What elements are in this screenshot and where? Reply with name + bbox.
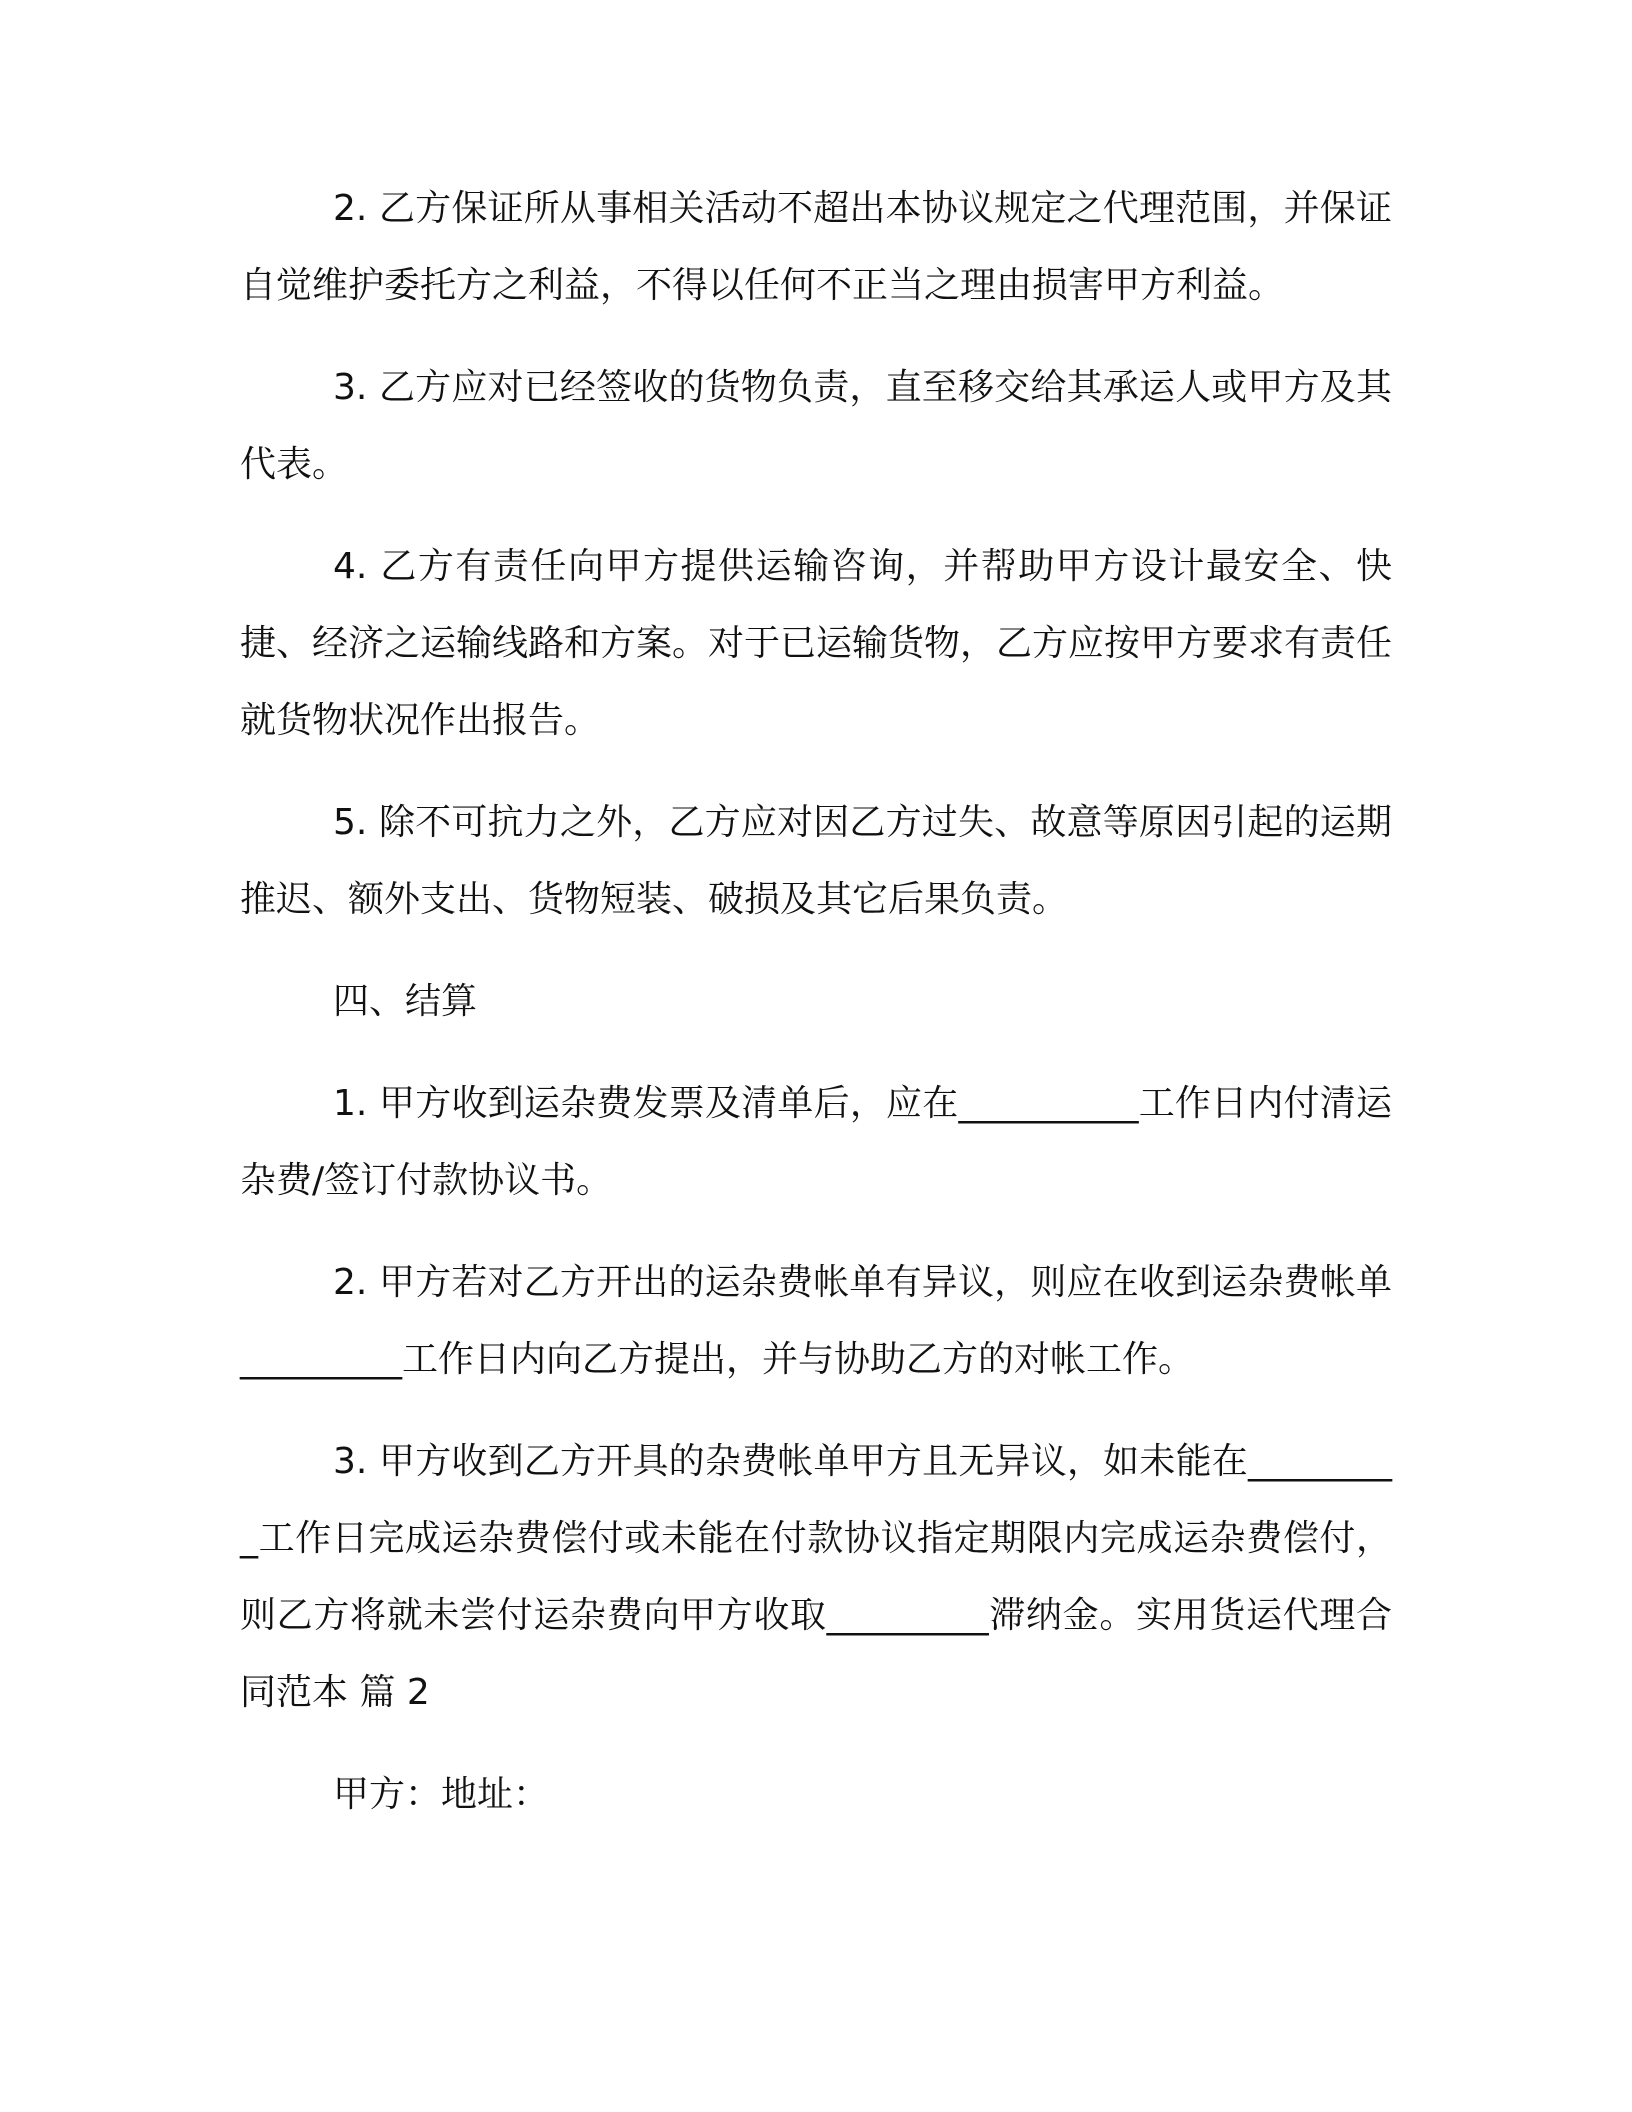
clause-5-liability: 5. 除不可抗力之外，乙方应对因乙方过失、故意等原因引起的运期推迟、额外支出、货物短装、破损及其它后果负责。 (240, 802, 1392, 920)
party-a-address-line: 甲方：地址： (333, 1774, 550, 1815)
settlement-clause-1: 1. 甲方收到运杂费发票及清单后，应在__________工作日内付清运杂费/签订付款协议书。 (240, 1083, 1392, 1201)
document-page (240, 170, 1392, 1858)
clause-4-consulting: 4. 乙方有责任向甲方提供运输咨询，并帮助甲方设计最安全、快捷、经济之运输线路和方案。对于已运输货物，乙方应按甲方要求有责任就货物状况作出报告。 (240, 546, 1393, 741)
clause-2-guarantee: 2. 乙方保证所从事相关活动不超出本协议规定之代理范围，并保证自觉维护委托方之利益，不得以任何不正当之理由损害甲方利益。 (240, 188, 1392, 306)
clause-3-cargo-responsibility: 3. 乙方应对已经签收的货物负责，直至移交给其承运人或甲方及其代表。 (240, 367, 1392, 485)
settlement-clause-3: 3. 甲方收到乙方开具的杂费帐单甲方且无异议，如未能在_________工作日完成运杂费偿付或未能在付款协议指定期限内完成运杂费偿付，则乙方将就未尝付运杂费向甲方收取_________滞纳金。实用货运代理合同范本 篇 2 (240, 1441, 1392, 1713)
section-heading-settlement: 四、结算 (333, 981, 478, 1022)
settlement-clause-2: 2. 甲方若对乙方开出的运杂费帐单有异议，则应在收到运杂费帐单_________工作日内向乙方提出，并与协助乙方的对帐工作。 (240, 1262, 1392, 1380)
